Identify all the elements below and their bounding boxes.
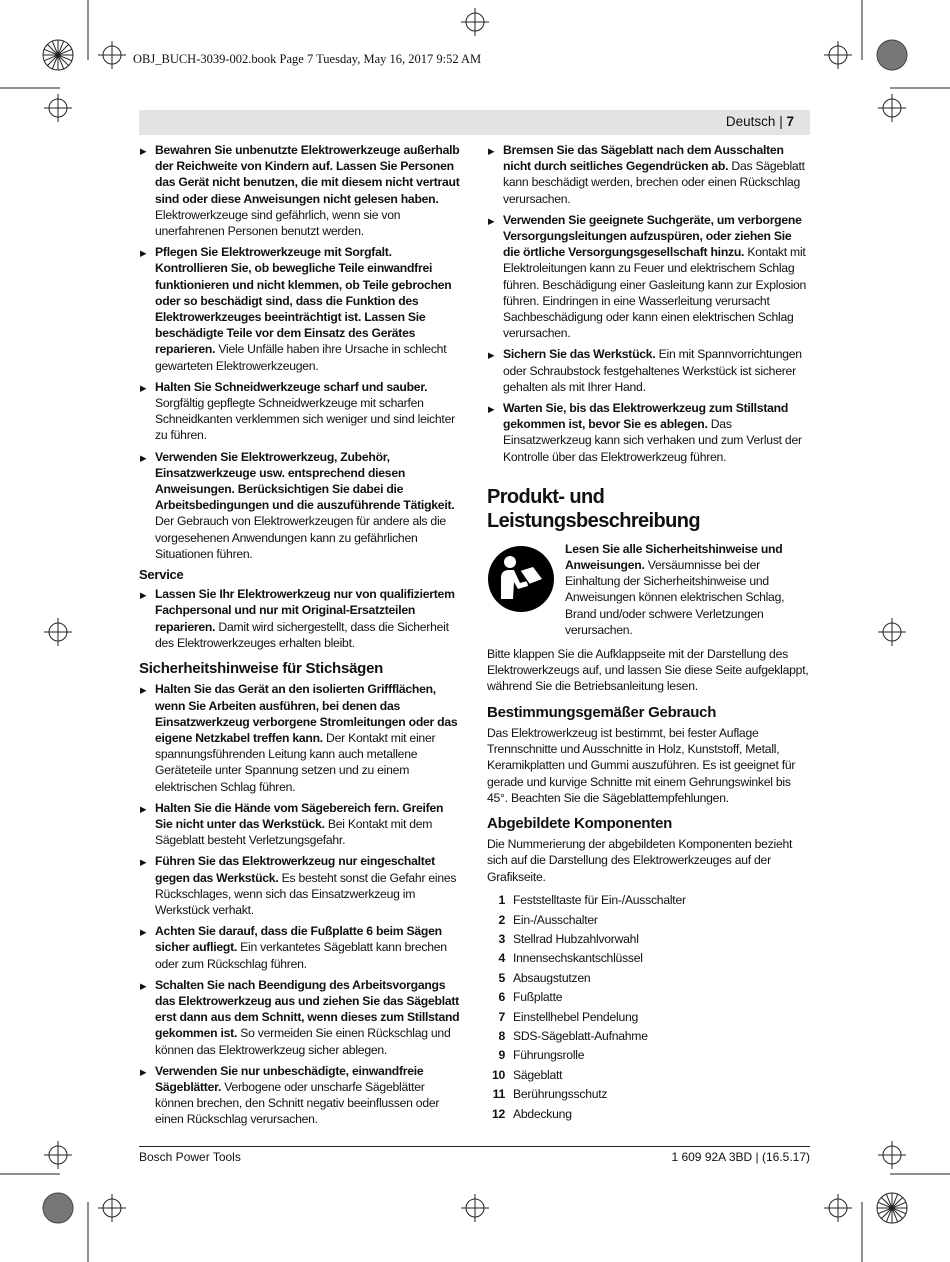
component-item bbox=[487, 988, 811, 1007]
component-number: 2 bbox=[498, 912, 505, 927]
component-item bbox=[487, 1104, 811, 1123]
bullet-item bbox=[487, 346, 811, 395]
component-number: 7 bbox=[498, 1009, 505, 1024]
bullet-text: Ein verkantetes Sägeblatt kann brechen oder zum Rückschlag führen. bbox=[155, 940, 447, 971]
component-label: Führungsrolle bbox=[513, 1048, 585, 1063]
bullet-item bbox=[139, 379, 463, 444]
bullet-bold: Pflegen Sie Elektrowerkzeuge mit Sorgfalt. Kontrollieren Sie, ob bewegliche Teile einwandfrei funktionieren und nicht klemmen, ob Teile gebrochen oder so beschädigt sind, dass die Funktion des Elektrowerkzeuges beeinträchtigt ist. Lassen Sie beschädigte Teile vor dem Einsatz des Gerätes reparieren. bbox=[155, 245, 452, 357]
bullet-text: Sorgfältig gepflegte Schneidwerkzeuge mit scharfen Schneidkanten verklemmen sich weniger und sind leichter zu führen. bbox=[155, 396, 455, 443]
header-language: Deutsch bbox=[725, 114, 776, 129]
warning-bold: Lesen Sie alle Sicherheitshinweise und Anweisungen. bbox=[565, 541, 783, 573]
component-label: Berührungsschutz bbox=[513, 1087, 608, 1102]
bullet-item bbox=[139, 977, 463, 1058]
component-label: Absaugstutzen bbox=[513, 970, 591, 985]
component-number: 10 bbox=[491, 1067, 505, 1082]
component-number: 8 bbox=[498, 1029, 505, 1044]
page-header-bar bbox=[139, 110, 810, 135]
bullet-bold: Achten Sie darauf, dass die Fußplatte 6 beim Sägen sicher aufliegt. bbox=[155, 924, 442, 955]
warning-block bbox=[487, 541, 811, 638]
component-label: Abdeckung bbox=[513, 1106, 572, 1121]
footer-rule bbox=[139, 1146, 810, 1147]
component-number: 4 bbox=[498, 951, 505, 966]
bullet-text: So vermeiden Sie einen Rückschlag und können das Elektrowerkzeug sicher ablegen. bbox=[155, 1026, 451, 1057]
bullet-bold: Verwenden Sie nur unbeschädigte, einwandfreie Sägeblätter. bbox=[155, 1063, 424, 1094]
bullet-bold: Verwenden Sie geeignete Suchgeräte, um verborgene Versorgungsleitungen aufzuspüren, oder ziehen Sie die örtliche Versorgungsgesellschaft hinzu. bbox=[503, 212, 802, 260]
bullet-item bbox=[139, 923, 463, 972]
component-label: Einstellhebel Pendelung bbox=[513, 1009, 639, 1024]
page-header-label bbox=[726, 114, 794, 129]
component-item bbox=[487, 1046, 811, 1065]
bullet-text: Damit wird sichergestellt, dass die Sicherheit des Elektrowerkzeuges erhalten bleibt. bbox=[155, 619, 449, 650]
use-heading: Bestimmungsgemäßer Gebrauch bbox=[487, 703, 717, 721]
bullet-item bbox=[487, 212, 811, 342]
bullet-text: Ein mit Spannvorrichtungen oder Schraubstock festgehaltenes Werkstück ist sicherer gehalten als mit Ihrer Hand. bbox=[503, 347, 802, 394]
component-item bbox=[487, 1007, 811, 1026]
component-number: 12 bbox=[491, 1106, 505, 1121]
bullet-text: Es besteht sonst die Gefahr eines Rückschlages, wenn sich das Einsatzwerkzeug im Werkstück verhakt. bbox=[155, 870, 457, 917]
component-item bbox=[487, 1085, 811, 1104]
component-item bbox=[487, 910, 811, 929]
print-slug-line: OBJ_BUCH-3039-002.book Page 7 Tuesday, May 16, 2017 9:52 AM bbox=[133, 52, 482, 66]
bullet-bold: Bewahren Sie unbenutzte Elektrowerkzeuge außerhalb der Reichweite von Kindern auf. Lassen Sie Personen das Gerät nicht benutzen, die mit diesem nicht vertraut sind oder diese Anweisungen nicht gelesen haben. bbox=[155, 143, 460, 206]
components-paragraph: Die Nummerierung der abgebildeten Komponenten bezieht sich auf die Darstellung des Elektrowerkzeuges auf der Grafikseite. bbox=[487, 837, 793, 884]
component-label: SDS-Sägeblatt-Aufnahme bbox=[513, 1029, 648, 1044]
component-number: 1 bbox=[498, 893, 505, 908]
bullet-text: Elektrowerkzeuge sind gefährlich, wenn sie von unerfahrenen Personen benutzt werden. bbox=[155, 207, 401, 239]
component-number: 3 bbox=[498, 932, 505, 947]
component-item bbox=[487, 1065, 811, 1084]
footer-brand: Bosch Power Tools bbox=[139, 1150, 241, 1164]
bullet-text: Verbogene oder unscharfe Sägeblätter können brechen, den Schnitt negativ beeinflussen oder einen Rückschlag verursachen. bbox=[155, 1079, 440, 1127]
bullet-bold: Warten Sie, bis das Elektrowerkzeug zum Stillstand gekommen ist, bevor Sie es ablegen. bbox=[503, 401, 789, 432]
header-separator: | bbox=[779, 114, 783, 129]
bullet-bold: Führen Sie das Elektrowerkzeug nur eingeschaltet gegen das Werkstück. bbox=[155, 854, 435, 885]
bullet-item bbox=[139, 244, 463, 374]
component-number: 9 bbox=[498, 1048, 505, 1063]
warning-text: Versäumnisse bei der Einhaltung der Sicherheitshinweise und Anweisungen können elektrischen Schlag, Brand und/oder schwere Verletzungen verursachen. bbox=[565, 558, 785, 637]
use-paragraph: Das Elektrowerkzeug ist bestimmt, bei fester Auflage Trennschnitte und Ausschnitte in Holz, Kunststoff, Metall, Keramikplatten und Gummi auszuführen. Es ist geeignet für gerade und kurvige Schnitte mit einem Gehrungswinkel bis 45°. Beachten Sie die Sägeblattempfehlungen. bbox=[487, 725, 796, 805]
bullet-text: Das Einsatzwerkzeug kann sich verhaken und zum Verlust der Kontrolle über das Elektrowerkzeug führen. bbox=[503, 417, 802, 464]
footer-doc-number: 1 609 92A 3BD | (16.5.17) bbox=[671, 1150, 810, 1164]
bullet-item bbox=[487, 142, 811, 207]
component-label: Innensechskantschlüssel bbox=[513, 951, 643, 966]
safety-heading: Sicherheitshinweise für Stichsägen bbox=[139, 660, 384, 678]
bullet-text: Kontakt mit Elektroleitungen kann zu Feuer und elektrischem Schlag führen. Beschädigung einer Gasleitung kann zur Explosion führen. Eindringen in eine Wasserleitung verursacht Sachbeschädigung oder kann einen elektrischen Schlag verursachen. bbox=[503, 245, 807, 341]
component-label: Ein-/Ausschalter bbox=[513, 912, 598, 927]
bullet-bold: Bremsen Sie das Sägeblatt nach dem Ausschalten nicht durch seitliches Gegendrücken ab. bbox=[503, 143, 784, 174]
component-number: 11 bbox=[492, 1087, 505, 1102]
components-list bbox=[487, 891, 811, 1124]
component-label: Fußplatte bbox=[513, 990, 563, 1005]
component-label: Sägeblatt bbox=[513, 1067, 563, 1082]
bullet-bold: Schalten Sie nach Beendigung des Arbeitsvorgangs das Elektrowerkzeug aus und ziehen Sie das Sägeblatt erst dann aus dem Schnitt, wenn dieses zum Stillstand gekommen ist. bbox=[155, 977, 460, 1041]
bullet-item bbox=[139, 586, 463, 651]
bullet-item bbox=[139, 142, 463, 239]
bullet-item bbox=[139, 800, 463, 849]
component-number: 6 bbox=[498, 990, 505, 1005]
component-item bbox=[487, 891, 811, 910]
components-heading: Abgebildete Komponenten bbox=[487, 814, 673, 832]
bullet-item bbox=[139, 1063, 463, 1128]
bullet-bold: Halten Sie das Gerät an den isolierten Griffflächen, wenn Sie Arbeiten ausführen, bei denen das Einsatzwerkzeug verborgene Stromleitungen oder das eigene Netzkabel treffen kann. bbox=[155, 682, 458, 745]
bullet-bold: Sichern Sie das Werkstück. bbox=[503, 347, 656, 362]
component-number: 5 bbox=[498, 970, 505, 985]
component-item bbox=[487, 968, 811, 987]
component-label: Stellrad Hubzahlvorwahl bbox=[513, 932, 639, 947]
bullet-bold: Verwenden Sie Elektrowerkzeug, Zubehör, Einsatzwerkzeuge usw. entsprechend diesen Anweisungen. Berücksichtigen Sie dabei die Arbeitsbedingungen und die auszuführende Tätigkeit. bbox=[155, 449, 455, 513]
page-number: 7 bbox=[786, 114, 794, 129]
service-heading: Service bbox=[139, 567, 184, 583]
component-item bbox=[487, 949, 811, 968]
bullet-text: Viele Unfälle haben ihre Ursache in schlecht gewarteten Elektrowerkzeugen. bbox=[155, 342, 447, 373]
product-heading: Produkt- und Leistungsbeschreibung bbox=[487, 485, 700, 532]
fold-paragraph: Bitte klappen Sie die Aufklappseite mit der Darstellung des Elektrowerkzeugs auf, und lassen Sie diese Seite aufgeklappt, während Sie die Betriebsanleitung lesen. bbox=[487, 647, 809, 694]
bullet-bold: Halten Sie die Hände vom Sägebereich fern. Greifen Sie nicht unter das Werkstück. bbox=[155, 800, 444, 831]
bullet-text: Der Kontakt mit einer spannungsführenden Leitung kann auch metallene Geräteteile unter Spannung setzen und zu einem elektrischen Schlag führen. bbox=[155, 730, 436, 794]
bullet-text: Der Gebrauch von Elektrowerkzeugen für andere als die vorgesehenen Anwendungen kann zu gefährlichen Situationen führen. bbox=[155, 514, 446, 561]
left-column bbox=[139, 142, 463, 1133]
component-item bbox=[487, 1026, 811, 1045]
component-label: Feststelltaste für Ein-/Ausschalter bbox=[513, 893, 686, 908]
right-column bbox=[487, 142, 811, 1123]
bullet-bold: Halten Sie Schneidwerkzeuge scharf und sauber. bbox=[155, 379, 428, 394]
bullet-item bbox=[139, 449, 463, 562]
component-item bbox=[487, 930, 811, 949]
bullet-item bbox=[487, 400, 811, 465]
bullet-item bbox=[139, 681, 463, 794]
read-manual-icon bbox=[487, 545, 555, 613]
bullet-item bbox=[139, 853, 463, 918]
bullet-text: Das Sägeblatt kann beschädigt werden, brechen oder einen Rückschlag verursachen. bbox=[503, 159, 805, 206]
bullet-bold: Lassen Sie Ihr Elektrowerkzeug nur von qualifiziertem Fachpersonal und nur mit Original-Ersatzteilen reparieren. bbox=[155, 587, 455, 634]
bullet-text: Bei Kontakt mit dem Sägeblatt besteht Verletzungsgefahr. bbox=[155, 816, 433, 848]
